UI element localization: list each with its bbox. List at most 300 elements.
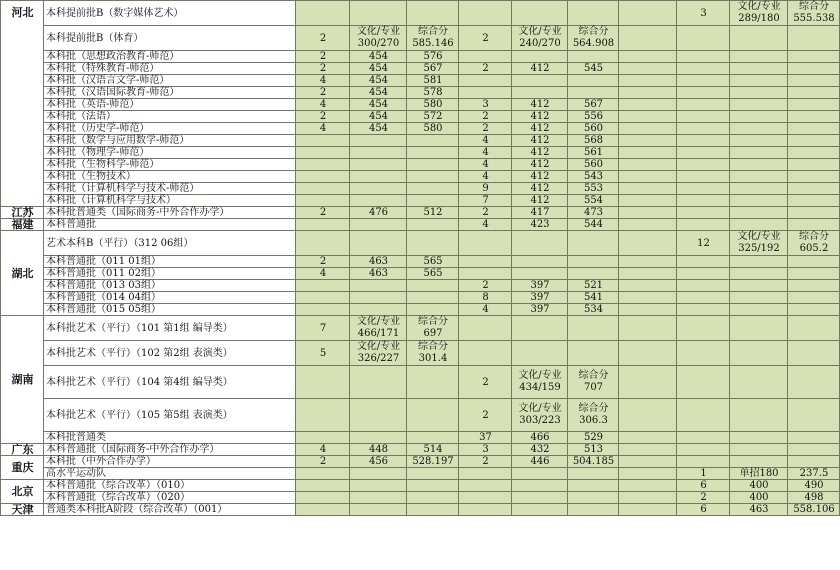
value-cell: 12 — [677, 231, 730, 256]
value-cell — [459, 256, 512, 268]
value-cell: 2 — [296, 26, 350, 51]
major-cell: 本科普通批 — [44, 219, 296, 231]
value-cell: 2 — [296, 111, 350, 123]
table-row — [1, 147, 840, 159]
value-cell: 3 — [459, 99, 512, 111]
major-cell: 本科普通批（015 05组） — [44, 304, 296, 316]
value-cell — [296, 1, 350, 26]
value-cell: 580 — [407, 123, 459, 135]
value-cell — [788, 159, 840, 171]
value-cell — [512, 268, 568, 280]
value-cell: 544 — [568, 219, 619, 231]
value-cell — [459, 231, 512, 256]
value-cell — [350, 366, 407, 399]
value-cell: 文化/专业 303/223 — [512, 399, 568, 432]
major-cell: 本科批艺术（平行）（104 第4组 编导类） — [44, 366, 296, 399]
value-cell — [296, 159, 350, 171]
value-cell — [788, 399, 840, 432]
value-cell — [730, 280, 788, 292]
value-cell — [350, 468, 407, 480]
value-cell — [788, 256, 840, 268]
value-cell — [296, 135, 350, 147]
value-cell — [788, 183, 840, 195]
major-cell: 本科批（历史学-师范） — [44, 123, 296, 135]
province-cell: 重庆 — [1, 456, 44, 480]
value-cell: 417 — [512, 207, 568, 219]
value-cell — [619, 468, 677, 480]
value-cell — [788, 75, 840, 87]
value-cell — [459, 504, 512, 516]
value-cell — [619, 51, 677, 63]
major-cell: 本科普通批（014 04组） — [44, 292, 296, 304]
value-cell — [407, 183, 459, 195]
value-cell — [568, 341, 619, 366]
table-row — [1, 26, 840, 51]
value-cell — [350, 1, 407, 26]
value-cell — [350, 171, 407, 183]
value-cell: 423 — [512, 219, 568, 231]
value-cell — [296, 480, 350, 492]
major-cell: 本科普通批（011 02组） — [44, 268, 296, 280]
value-cell: 412 — [512, 195, 568, 207]
value-cell: 4 — [459, 304, 512, 316]
value-cell: 2 — [459, 26, 512, 51]
value-cell: 454 — [350, 87, 407, 99]
major-cell: 本科批（生物科学-师范） — [44, 159, 296, 171]
value-cell: 446 — [512, 456, 568, 468]
table-row — [1, 256, 840, 268]
value-cell — [512, 231, 568, 256]
value-cell: 2 — [677, 492, 730, 504]
value-cell: 4 — [459, 135, 512, 147]
value-cell — [296, 468, 350, 480]
value-cell: 综合分 585.146 — [407, 26, 459, 51]
value-cell — [296, 195, 350, 207]
value-cell: 412 — [512, 111, 568, 123]
value-cell — [788, 280, 840, 292]
table-row — [1, 63, 840, 75]
table-row — [1, 51, 840, 63]
value-cell — [677, 159, 730, 171]
table-row — [1, 432, 840, 444]
value-cell — [459, 341, 512, 366]
value-cell — [619, 492, 677, 504]
value-cell: 581 — [407, 75, 459, 87]
value-cell — [677, 207, 730, 219]
value-cell — [788, 147, 840, 159]
value-cell: 2 — [296, 51, 350, 63]
value-cell — [407, 159, 459, 171]
value-cell — [619, 268, 677, 280]
value-cell: 513 — [568, 444, 619, 456]
major-cell: 本科批（计算机科学与技术） — [44, 195, 296, 207]
value-cell: 490 — [788, 480, 840, 492]
major-cell: 本科提前批B（体育） — [44, 26, 296, 51]
value-cell — [788, 304, 840, 316]
value-cell: 文化/专业 289/180 — [730, 1, 788, 26]
value-cell — [788, 63, 840, 75]
value-cell — [730, 135, 788, 147]
value-cell — [677, 256, 730, 268]
value-cell — [568, 480, 619, 492]
table-row — [1, 268, 840, 280]
value-cell — [512, 492, 568, 504]
value-cell — [407, 399, 459, 432]
table-row — [1, 99, 840, 111]
value-cell — [407, 292, 459, 304]
value-cell — [677, 26, 730, 51]
value-cell — [730, 159, 788, 171]
value-cell: 463 — [730, 504, 788, 516]
value-cell — [788, 87, 840, 99]
value-cell: 572 — [407, 111, 459, 123]
value-cell — [788, 432, 840, 444]
value-cell: 2 — [296, 207, 350, 219]
value-cell — [788, 195, 840, 207]
table-row — [1, 1, 840, 26]
major-cell: 本科批（思想政治教育-师范） — [44, 51, 296, 63]
major-cell: 本科批艺术（平行）（105 第5组 表演类） — [44, 399, 296, 432]
value-cell — [407, 280, 459, 292]
value-cell: 412 — [512, 183, 568, 195]
value-cell — [619, 195, 677, 207]
value-cell — [407, 468, 459, 480]
value-cell — [677, 432, 730, 444]
value-cell — [730, 147, 788, 159]
value-cell — [459, 1, 512, 26]
value-cell — [407, 219, 459, 231]
major-cell: 本科普通批（综合改革）（020） — [44, 492, 296, 504]
value-cell — [730, 99, 788, 111]
value-cell: 578 — [407, 87, 459, 99]
value-cell — [296, 219, 350, 231]
value-cell: 2 — [459, 123, 512, 135]
value-cell: 567 — [568, 99, 619, 111]
value-cell — [407, 231, 459, 256]
major-cell: 本科批（英语-师范） — [44, 99, 296, 111]
value-cell — [619, 183, 677, 195]
value-cell — [730, 26, 788, 51]
value-cell — [730, 207, 788, 219]
value-cell — [459, 268, 512, 280]
table-row — [1, 87, 840, 99]
value-cell — [568, 75, 619, 87]
value-cell — [677, 268, 730, 280]
value-cell: 545 — [568, 63, 619, 75]
table-row — [1, 135, 840, 147]
table-row — [1, 75, 840, 87]
table-row — [1, 171, 840, 183]
value-cell: 文化/专业 326/227 — [350, 341, 407, 366]
value-cell — [459, 468, 512, 480]
value-cell: 543 — [568, 171, 619, 183]
value-cell: 3 — [459, 444, 512, 456]
value-cell: 综合分 306.3 — [568, 399, 619, 432]
value-cell — [512, 468, 568, 480]
value-cell: 2 — [459, 456, 512, 468]
value-cell: 529 — [568, 432, 619, 444]
value-cell: 综合分 697 — [407, 316, 459, 341]
table-row — [1, 304, 840, 316]
value-cell — [788, 219, 840, 231]
value-cell — [619, 341, 677, 366]
value-cell: 2 — [459, 111, 512, 123]
value-cell: 4 — [296, 75, 350, 87]
value-cell: 4 — [296, 123, 350, 135]
value-cell: 412 — [512, 135, 568, 147]
major-cell: 本科批艺术（平行）（102 第2组 表演类） — [44, 341, 296, 366]
value-cell — [619, 87, 677, 99]
province-cell: 江苏 — [1, 207, 44, 219]
value-cell — [512, 75, 568, 87]
major-cell: 普通类本科批A阶段（综合改革）（001） — [44, 504, 296, 516]
table-row — [1, 219, 840, 231]
value-cell — [407, 432, 459, 444]
value-cell — [619, 432, 677, 444]
value-cell: 综合分 707 — [568, 366, 619, 399]
major-cell: 本科批普通类 — [44, 432, 296, 444]
value-cell — [677, 171, 730, 183]
province-cell: 福建 — [1, 219, 44, 231]
value-cell — [619, 280, 677, 292]
value-cell — [677, 292, 730, 304]
value-cell — [677, 63, 730, 75]
value-cell: 528.197 — [407, 456, 459, 468]
value-cell — [568, 316, 619, 341]
major-cell: 本科批艺术（平行）（101 第1组 编导类） — [44, 316, 296, 341]
value-cell — [568, 256, 619, 268]
value-cell — [730, 63, 788, 75]
value-cell: 568 — [568, 135, 619, 147]
value-cell: 454 — [350, 123, 407, 135]
major-cell: 高水平运动队 — [44, 468, 296, 480]
value-cell: 397 — [512, 280, 568, 292]
value-cell: 432 — [512, 444, 568, 456]
value-cell: 454 — [350, 111, 407, 123]
value-cell: 565 — [407, 256, 459, 268]
value-cell — [730, 171, 788, 183]
value-cell — [619, 366, 677, 399]
value-cell: 3 — [677, 1, 730, 26]
value-cell: 文化/专业 434/159 — [512, 366, 568, 399]
major-cell: 本科批（法语） — [44, 111, 296, 123]
value-cell — [788, 268, 840, 280]
value-cell — [730, 111, 788, 123]
value-cell — [619, 26, 677, 51]
value-cell — [619, 456, 677, 468]
value-cell — [568, 51, 619, 63]
province-cell: 河北 — [1, 1, 44, 207]
value-cell: 553 — [568, 183, 619, 195]
value-cell — [350, 480, 407, 492]
value-cell — [619, 231, 677, 256]
value-cell — [788, 207, 840, 219]
value-cell — [619, 399, 677, 432]
value-cell — [619, 219, 677, 231]
value-cell: 2 — [459, 207, 512, 219]
value-cell — [730, 51, 788, 63]
value-cell — [296, 399, 350, 432]
value-cell — [350, 219, 407, 231]
value-cell: 37 — [459, 432, 512, 444]
value-cell: 560 — [568, 123, 619, 135]
value-cell — [730, 444, 788, 456]
value-cell: 6 — [677, 480, 730, 492]
table-row — [1, 316, 840, 341]
table-row — [1, 207, 840, 219]
major-cell: 本科批（生物技术） — [44, 171, 296, 183]
value-cell — [619, 504, 677, 516]
value-cell: 5 — [296, 341, 350, 366]
province-cell: 湖南 — [1, 316, 44, 444]
value-cell — [619, 207, 677, 219]
value-cell: 466 — [512, 432, 568, 444]
value-cell — [512, 316, 568, 341]
value-cell — [619, 292, 677, 304]
value-cell: 2 — [459, 399, 512, 432]
value-cell — [788, 111, 840, 123]
value-cell — [512, 504, 568, 516]
value-cell — [619, 135, 677, 147]
value-cell — [568, 268, 619, 280]
value-cell — [730, 292, 788, 304]
province-cell: 广东 — [1, 444, 44, 456]
value-cell — [619, 75, 677, 87]
value-cell: 560 — [568, 159, 619, 171]
value-cell — [407, 504, 459, 516]
value-cell: 综合分 564.908 — [568, 26, 619, 51]
value-cell: 6 — [677, 504, 730, 516]
value-cell: 文化/专业 325/192 — [730, 231, 788, 256]
value-cell: 454 — [350, 75, 407, 87]
major-cell: 本科提前批B（数字媒体艺术） — [44, 1, 296, 26]
major-cell: 本科批普通类（国际商务-中外合作办学） — [44, 207, 296, 219]
value-cell — [677, 456, 730, 468]
value-cell: 412 — [512, 171, 568, 183]
major-cell: 本科普通批（013 03组） — [44, 280, 296, 292]
value-cell: 7 — [459, 195, 512, 207]
value-cell: 473 — [568, 207, 619, 219]
value-cell: 412 — [512, 159, 568, 171]
value-cell — [730, 366, 788, 399]
value-cell — [619, 1, 677, 26]
value-cell — [730, 304, 788, 316]
value-cell: 4 — [459, 171, 512, 183]
value-cell: 456 — [350, 456, 407, 468]
table-row — [1, 504, 840, 516]
value-cell — [296, 147, 350, 159]
value-cell: 2 — [296, 87, 350, 99]
value-cell — [619, 304, 677, 316]
value-cell — [512, 256, 568, 268]
value-cell: 1 — [677, 468, 730, 480]
value-cell: 综合分 555.538 — [788, 1, 840, 26]
table-row — [1, 444, 840, 456]
value-cell: 412 — [512, 63, 568, 75]
value-cell — [730, 456, 788, 468]
value-cell — [296, 231, 350, 256]
value-cell: 4 — [296, 268, 350, 280]
province-cell: 北京 — [1, 480, 44, 504]
value-cell — [568, 504, 619, 516]
value-cell: 2 — [459, 63, 512, 75]
value-cell — [730, 256, 788, 268]
value-cell — [350, 492, 407, 504]
value-cell: 2 — [296, 256, 350, 268]
value-cell — [730, 341, 788, 366]
value-cell — [568, 231, 619, 256]
value-cell — [350, 399, 407, 432]
value-cell: 476 — [350, 207, 407, 219]
value-cell — [350, 432, 407, 444]
value-cell — [459, 51, 512, 63]
value-cell: 454 — [350, 51, 407, 63]
value-cell: 397 — [512, 292, 568, 304]
value-cell: 2 — [296, 63, 350, 75]
value-cell — [459, 75, 512, 87]
value-cell: 448 — [350, 444, 407, 456]
value-cell — [407, 147, 459, 159]
value-cell — [350, 135, 407, 147]
value-cell — [677, 304, 730, 316]
value-cell: 558.106 — [788, 504, 840, 516]
value-cell — [350, 195, 407, 207]
value-cell — [677, 399, 730, 432]
value-cell: 4 — [296, 444, 350, 456]
value-cell — [788, 292, 840, 304]
table-row — [1, 280, 840, 292]
value-cell: 567 — [407, 63, 459, 75]
value-cell — [788, 444, 840, 456]
value-cell: 521 — [568, 280, 619, 292]
value-cell — [619, 171, 677, 183]
value-cell: 534 — [568, 304, 619, 316]
value-cell — [730, 87, 788, 99]
value-cell — [407, 366, 459, 399]
table-row — [1, 183, 840, 195]
table-row — [1, 123, 840, 135]
value-cell: 4 — [459, 219, 512, 231]
value-cell — [407, 304, 459, 316]
value-cell — [788, 123, 840, 135]
table-row — [1, 399, 840, 432]
value-cell — [407, 1, 459, 26]
value-cell — [296, 492, 350, 504]
value-cell: 4 — [296, 99, 350, 111]
major-cell: 本科批（计算机科学与技术-师范） — [44, 183, 296, 195]
value-cell — [459, 492, 512, 504]
value-cell — [788, 366, 840, 399]
value-cell — [407, 195, 459, 207]
value-cell — [350, 183, 407, 195]
value-cell — [619, 159, 677, 171]
value-cell — [730, 432, 788, 444]
value-cell: 454 — [350, 63, 407, 75]
value-cell — [296, 504, 350, 516]
value-cell: 463 — [350, 268, 407, 280]
value-cell — [350, 304, 407, 316]
table-row — [1, 159, 840, 171]
value-cell — [730, 183, 788, 195]
table-row — [1, 480, 840, 492]
table-row — [1, 292, 840, 304]
value-cell: 237.5 — [788, 468, 840, 480]
value-cell — [296, 280, 350, 292]
value-cell — [296, 292, 350, 304]
value-cell — [407, 171, 459, 183]
value-cell: 565 — [407, 268, 459, 280]
value-cell — [677, 87, 730, 99]
